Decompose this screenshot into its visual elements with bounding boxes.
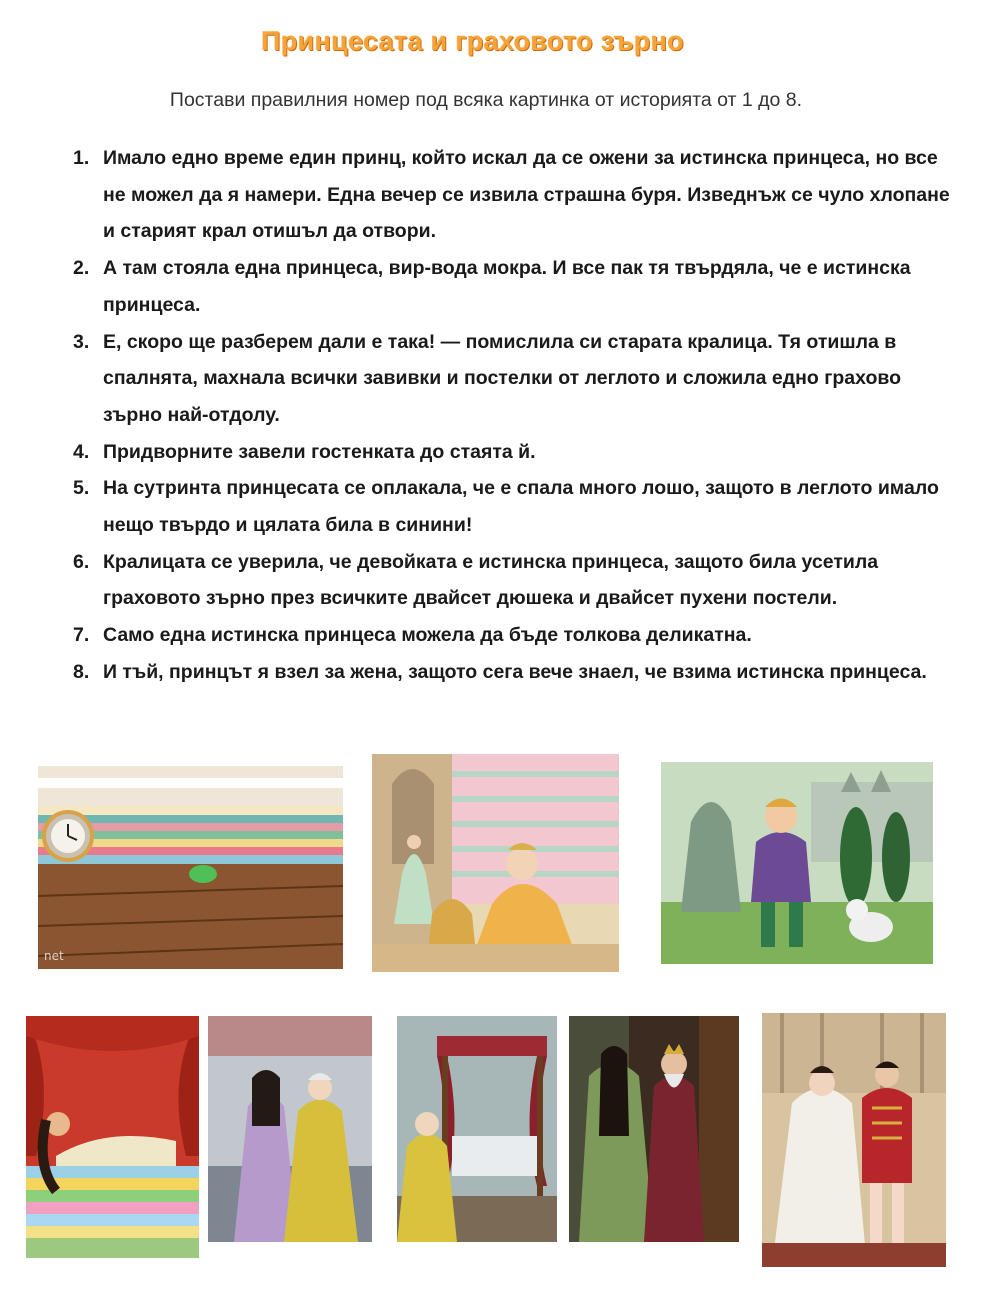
picture-canopy-bed	[397, 1016, 557, 1242]
story-text: На сутринта принцесата се оплакала, че е спала много лошо, защото в леглото имало нещо твърдо и цялата била в синини!	[103, 477, 939, 537]
picture-mattresses-pea	[38, 766, 343, 969]
picture-prince-with-dog	[661, 762, 933, 964]
instruction-text: Постави правилния номер под всяка картинка от историята от 1 до 8.	[169, 89, 803, 111]
story-text: И тъй, принцът я взел за жена, защото сега вече знаел, че взима истинска принцеса.	[103, 660, 927, 683]
story-text: А там стояла една принцеса, вир-вода мокра. И все пак тя твърдяла, че е истинска принцеса.	[103, 257, 911, 316]
story-item-3	[70, 324, 960, 434]
story-number: 2.	[73, 257, 90, 280]
story-text: Кралицата се уверила, че девойката е истинска принцеса, защото била усетила граховото зърно през всичките двайсет дюшека и двайсет пухени постели.	[103, 550, 879, 610]
story-item-6	[70, 544, 960, 617]
story-text: Е, скоро ще разберем дали е така! — помислила си старата кралица. Тя отишла в спалнята, махнала всички завивки и постелки от леглото и сложила едно грахово зърно най-отдолу.	[103, 330, 902, 426]
story-number: 5.	[73, 477, 90, 500]
story-number: 8.	[73, 660, 90, 683]
story-number: 7.	[73, 624, 90, 647]
story-number: 4.	[73, 440, 90, 463]
story-item-5	[70, 470, 960, 543]
story-text: Само една истинска принцеса можела да бъде толкова деликатна.	[103, 624, 752, 647]
story-number: 3.	[73, 330, 90, 353]
story-text: Имало едно време един принц, който искал да се ожени за истинска принцеса, но все не можел да я намери. Една вечер се извила страшна буря. Изведнъж се чуло хлопане и старият крал отишъл да отвори.	[103, 147, 950, 243]
story-item-2	[70, 250, 960, 323]
picture-princess-on-mattresses	[26, 1016, 199, 1258]
picture-princess-at-door	[569, 1016, 739, 1242]
story-item-4	[70, 434, 960, 471]
story-item-7	[70, 617, 960, 654]
story-text: Придворните завели гостенката до стаята й.	[103, 440, 536, 463]
picture-wedding	[762, 1013, 946, 1267]
story-list	[70, 140, 960, 691]
story-item-1	[70, 140, 960, 250]
picture-queen-and-princess	[208, 1016, 372, 1242]
picture-queen-preparing-bed	[372, 754, 619, 972]
page-title: Принцесата и граховото зърно	[261, 26, 684, 56]
story-number: 1.	[73, 147, 90, 169]
story-number: 6.	[73, 550, 90, 573]
story-item-8	[70, 654, 960, 691]
watermark-text: net	[44, 949, 64, 963]
